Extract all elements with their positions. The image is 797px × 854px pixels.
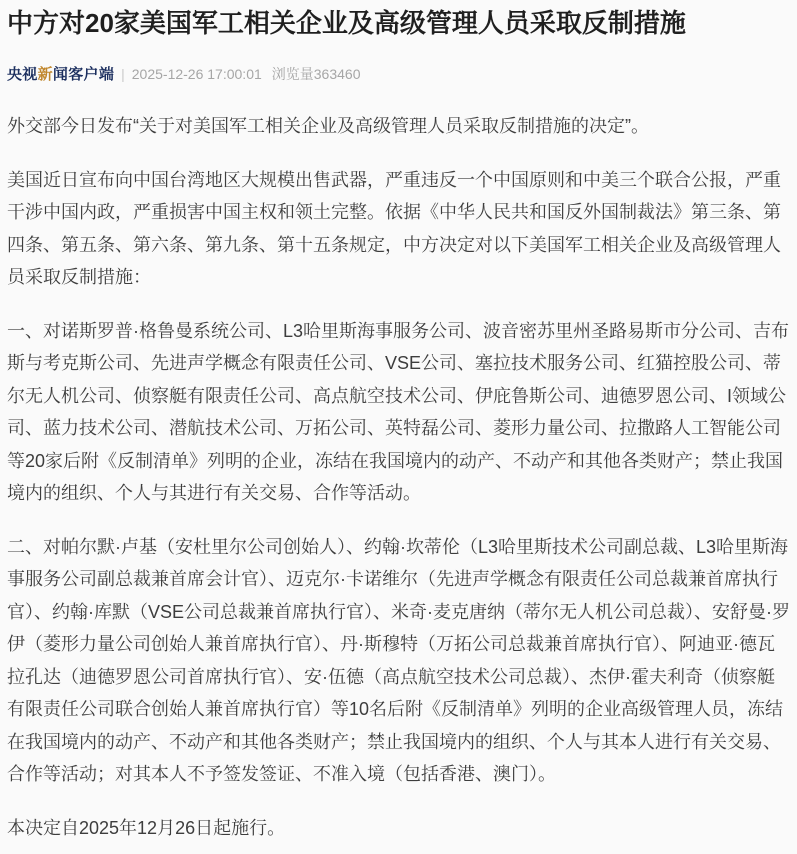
paragraph-background: 美国近日宣布向中国台湾地区大规模出售武器，严重违反一个中国原则和中美三个联合公报，严重干涉中国内政，严重损害中国主权和领土完整。依据《中华人民共和国反外国制裁法》第三条、第四条、第五条、第六条、第九条、第十五条规定，中方决定对以下美国军工相关企业及高级管理人员采取反制措施：: [7, 169, 781, 288]
view-count: 浏览量363460: [271, 66, 361, 83]
source-name-part-gold: 新: [37, 66, 53, 84]
paragraph-effective-date: 本决定自2025年12月26日起施行。: [7, 817, 286, 838]
paragraph-measure-two-executives: 二、对帕尔默·卢基（安杜里尔公司创始人）、约翰·坎蒂伦（L3哈里斯技术公司副总裁、L3哈里斯海事服务公司副总裁兼首席会计官）、迈克尔·卡诺维尔（先进声学概念有限责任公司总裁兼首席执行官）、约翰·库默（VSE公司总裁兼首席执行官）、米奇·麦克唐纳（蒂尔无人机公司总裁）、安舒曼·罗伊（菱形力量公司创始人兼首席执行官）、丹·斯穆特（万拓公司总裁兼首席执行官）、阿迪亚·德瓦拉孔达（迪德罗恩公司首席执行官）、安·伍德（高点航空技术公司总裁）、杰伊·霍夫利奇（侦察艇有限责任公司联合创始人兼首席执行官）等10名后附《反制清单》列明的企业高级管理人员，冻结在我国境内的动产、不动产和其他各类财产；禁止我国境内的组织、个人与其本人进行有关交易、合作等活动；对其本人不予签发签证、不准入境（包括香港、澳门）。: [7, 536, 790, 785]
publish-datetime: 2025-12-26 17:00:01: [131, 66, 262, 83]
article-meta: [7, 63, 790, 84]
source-name[interactable]: [7, 63, 114, 84]
source-name-part-navy: 央视: [7, 66, 38, 84]
meta-separator: |: [121, 66, 125, 83]
paragraph-measure-one-companies: 一、对诺斯罗普·格鲁曼系统公司、L3哈里斯海事服务公司、波音密苏里州圣路易斯市分公司、吉布斯与考克斯公司、先进声学概念有限责任公司、VSE公司、塞拉技术服务公司、红猫控股公司、蒂尔无人机公司、侦察艇有限责任公司、高点航空技术公司、伊庇鲁斯公司、迪德罗恩公司、I领域公司、蓝力技术公司、潜航技术公司、万拓公司、英特磊公司、菱形力量公司、拉撒路人工智能公司等20家后附《反制清单》列明的企业，冻结在我国境内的动产、不动产和其他各类财产；禁止我国境内的组织、个人与其进行有关交易、合作等活动。: [7, 320, 790, 504]
article-body: [7, 110, 790, 844]
paragraph-intro: 外交部今日发布“关于对美国军工相关企业及高级管理人员采取反制措施的决定”。: [7, 116, 649, 137]
source-name-part-navy2: 闻客户端: [52, 66, 115, 84]
article-title: 中方对20家美国军工相关企业及高级管理人员采取反制措施: [7, 8, 686, 38]
